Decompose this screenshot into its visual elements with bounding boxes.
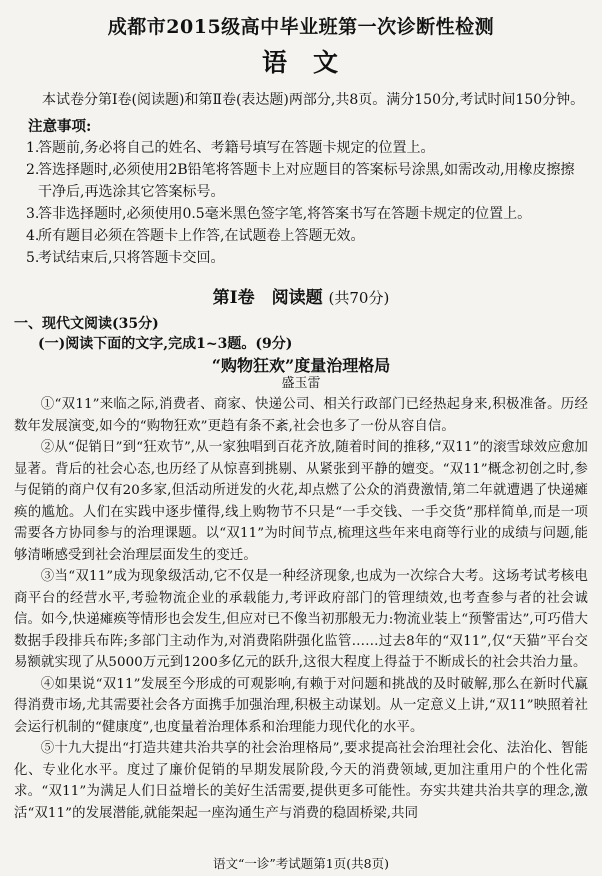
notes-item-number: 4. [26, 228, 40, 244]
exam-title: 成都市2015级高中毕业班第一次诊断性检测 [107, 16, 495, 38]
article-title: “购物狂欢”度量治理格局 [211, 356, 391, 375]
section-title [14, 283, 588, 308]
notes-item-number: 2. [26, 162, 40, 178]
part-heading: 一、现代文阅读(35分) [14, 316, 159, 332]
subject-title: 语文 [261, 48, 364, 77]
notes-item [14, 203, 588, 225]
notes-item-number: 1. [26, 140, 40, 156]
notes-title: 注意事项: [28, 118, 92, 135]
intro-text: 本试卷分第Ⅰ卷(阅读题)和第Ⅱ卷(表达题)两部分,共8页。满分150分,考试时间150分钟。 [42, 92, 585, 108]
article-author: 盛玉雷 [281, 376, 321, 391]
part-subheading: (一)阅读下面的文字,完成1~3题。(9分) [38, 336, 293, 352]
article-paragraph: ③当“双11”成为现象级活动,它不仅是一种经济现象,也成为一次综合大考。这场考试考核电商平台的经营水平,考验物流企业的承载能力,考评政府部门的管理绩效,也考查参与者的社会诚信。如今,快递瘫痪等情形也会发生,但应对已不像当初那般无力:物流业装上“预警雷达”,可巧借大数据手段排兵布阵;多部门主动作为,对消费陷阱强化监管……过去8年的“双11”,仅“天猫”平台交易额就实现了从5000万元到1200多亿元的跃升,这很大程度上得益于不断成长的社会共治力量。 [14, 569, 588, 670]
notes-item [14, 247, 588, 269]
notes-item-number: 3. [26, 206, 40, 222]
notes-item-text: 所有题目必须在答题卡上作答,在试题卷上答题无效。 [38, 228, 365, 244]
notes-list [14, 137, 588, 269]
notes-item [14, 225, 588, 247]
page-footer: 语文“一诊”考试题第1页(共8页) [213, 856, 389, 871]
notes-item-text: 答题前,务必将自己的姓名、考籍号填写在答题卡规定的位置上。 [38, 140, 435, 156]
article-paragraph: ⑤十九大提出“打造共建共治共享的社会治理格局”,要求提高社会治理社会化、法治化、智能化、专业化水平。度过了廉价促销的早期发展阶段,今天的消费领域,更加注重用户的个性化需求。“双11”为满足人们日益增长的美好生活需要,提供更多可能性。夯实共建共治共享的理念,激活“双11”的发展潜能,就能架起一座沟通生产与消费的稳固桥梁,共同 [14, 741, 588, 821]
notes-item [14, 137, 588, 159]
article-paragraph: ④如果说“双11”发展至今形成的可观影响,有赖于对问题和挑战的及时破解,那么在新时代赢得消费市场,尤其需要社会各方面携手加强治理,积极主动谋划。从一定意义上讲,“双11”映照着社会运行机制的“健康度”,也度量着治理体系和治理能力现代化的水平。 [14, 676, 588, 735]
notes-item [14, 159, 588, 203]
notes-item-text: 答选择题时,必须使用2B铅笔将答题卡上对应题目的答案标号涂黑,如需改动,用橡皮擦擦干净后,再选涂其它答案标号。 [38, 162, 575, 200]
article-paragraph: ②从“促销日”到“狂欢节”,从一家独唱到百花齐放,随着时间的推移,“双11”的滚雪球效应愈加显著。背后的社会心态,也历经了从惊喜到挑剔、从紧张到平静的嬗变。“双11”概念初创之时,参与促销的商户仅有20多家,但活动所迸发的火花,却点燃了公众的消费激情,第二年就遭遇了快递瘫痪的尴尬。人们在实践中逐步懂得,线上购物节不只是“一手交钱、一手交货”那样简单,而是一项需要各方协同参与的治理课题。以“双11”为时间节点,梳理这些年来电商等行业的成绩与问题,能够清晰感受到社会治理层面发生的变迁。 [14, 440, 588, 563]
notes-item-text: 答非选择题时,必须使用0.5毫米黑色签字笔,将答案书写在答题卡规定的位置上。 [38, 206, 532, 222]
section-points: (共70分) [328, 289, 390, 307]
notes-item-number: 5. [26, 250, 40, 266]
notes-item-text: 考试结束后,只将答题卡交回。 [38, 250, 225, 266]
section-title-text: 第Ⅰ卷 阅读题 [212, 288, 323, 308]
article-paragraph: ①“双11”来临之际,消费者、商家、快递公司、相关行政部门已经热起身来,积极准备。历经数年发展演变,如今的“购物狂欢”更趋有条不紊,社会也多了一份从容自信。 [14, 397, 588, 434]
